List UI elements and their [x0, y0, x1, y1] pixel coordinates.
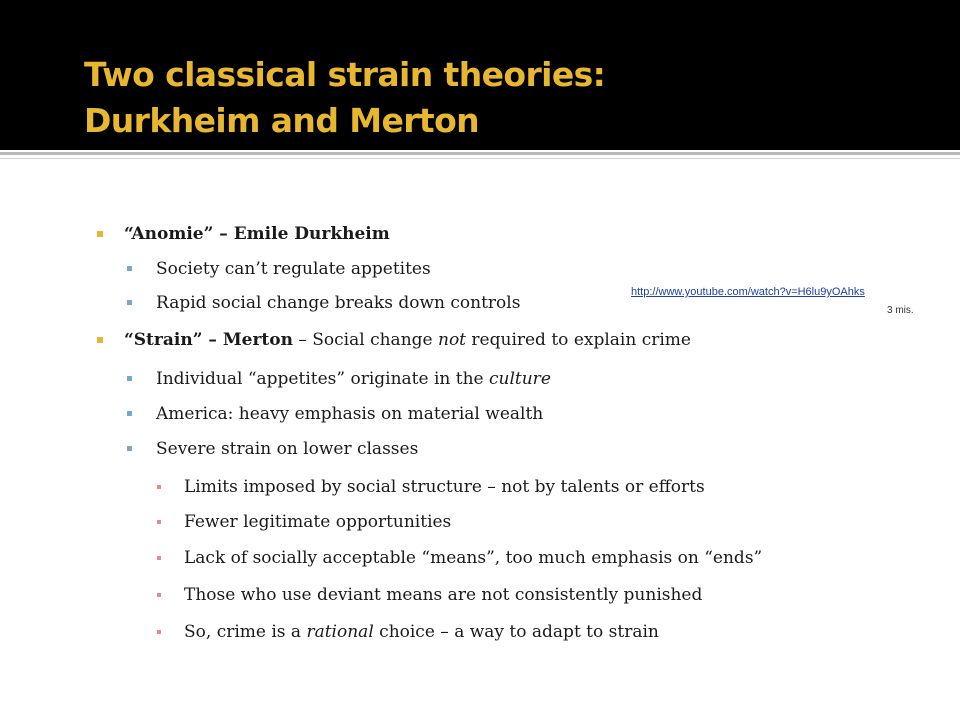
bullet-limits-imposed: [184, 476, 705, 498]
bullet-text-bold: “Strain” – Merton: [124, 330, 293, 350]
bullet-text: choice – a way to adapt to strain: [373, 622, 659, 642]
bullet-regulate-appetites: [156, 258, 431, 280]
bullet-text: Rapid social change breaks down controls: [156, 293, 521, 313]
square-bullet-icon: [97, 231, 103, 237]
square-bullet-icon: [127, 300, 132, 305]
square-bullet-icon: [157, 485, 161, 489]
bullet-rational-choice: [184, 621, 659, 643]
bullet-text-italic: culture: [489, 369, 551, 389]
square-bullet-icon: [127, 411, 132, 416]
youtube-link[interactable]: http://www.youtube.com/watch?v=H6lu9yOAhks: [631, 286, 865, 298]
bullet-text: Lack of socially acceptable “means”, too much emphasis on “ends”: [184, 548, 763, 568]
square-bullet-icon: [127, 376, 132, 381]
bullet-america-wealth: [156, 403, 543, 425]
bullet-deviant-means: [184, 584, 702, 606]
square-bullet-icon: [157, 593, 161, 597]
bullet-text: So, crime is a: [184, 622, 307, 642]
bullet-text-italic: rational: [306, 622, 374, 642]
slide-title: [84, 52, 884, 144]
square-bullet-icon: [97, 337, 103, 343]
bullet-text: Severe strain on lower classes: [156, 439, 419, 459]
title-line-2: Durkheim and Merton: [84, 101, 480, 140]
bullet-fewer-opportunities: [184, 511, 451, 533]
square-bullet-icon: [157, 556, 161, 560]
bullet-text: Limits imposed by social structure – not by talents or efforts: [184, 477, 705, 497]
bullet-text: “Anomie” – Emile Durkheim: [124, 224, 390, 244]
square-bullet-icon: [157, 520, 161, 524]
title-divider: [0, 152, 960, 155]
title-line-1: Two classical strain theories:: [84, 55, 606, 94]
bullet-text: Society can’t regulate appetites: [156, 259, 431, 279]
square-bullet-icon: [127, 266, 132, 271]
bullet-text: Fewer legitimate opportunities: [184, 512, 452, 532]
square-bullet-icon: [127, 446, 132, 451]
title-divider-thin: [0, 158, 960, 159]
bullet-means-ends: [184, 547, 762, 569]
bullet-anomie: [124, 223, 390, 245]
bullet-text: Individual “appetites” originate in the: [156, 369, 489, 389]
bullet-text: America: heavy emphasis on material wealth: [156, 404, 544, 424]
bullet-rapid-change: [156, 292, 520, 314]
square-bullet-icon: [157, 630, 161, 634]
bullet-strain-merton: [124, 329, 691, 351]
bullet-text: required to explain crime: [466, 330, 691, 350]
video-duration-note: 3 mis.: [887, 305, 914, 316]
bullet-individual-appetites: [156, 368, 551, 390]
bullet-text: – Social change: [292, 330, 438, 350]
bullet-severe-strain: [156, 438, 418, 460]
bullet-text-italic: not: [438, 330, 467, 350]
bullet-text: Those who use deviant means are not consistently punished: [184, 585, 703, 605]
